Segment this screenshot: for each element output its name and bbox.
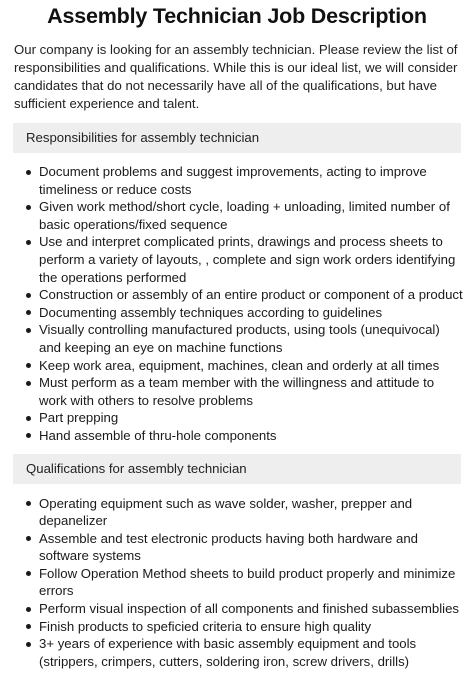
list-item: Visually controlling manufactured products, using tools (unequivocal) and keeping an eye on machine functions — [25, 321, 464, 356]
list-item: Document problems and suggest improvements, acting to improve timeliness or reduce costs — [25, 163, 464, 198]
list-item: Documenting assembly techniques according to guidelines — [25, 304, 464, 322]
qualifications-heading: Qualifications for assembly technician — [13, 454, 461, 484]
list-item: Construction or assembly of an entire product or component of a product — [25, 286, 464, 304]
list-item: Part prepping — [25, 409, 464, 427]
list-item: 3+ years of experience with basic assembly equipment and tools (strippers, crimpers, cutters, soldering iron, screw drivers, drills) — [25, 635, 464, 670]
list-item: Given work method/short cycle, loading + unloading, limited number of basic operations/fixed sequence — [25, 198, 464, 233]
list-item: Follow Operation Method sheets to build product properly and minimize errors — [25, 565, 464, 600]
list-item: Operating equipment such as wave solder, washer, prepper and depanelizer — [25, 495, 464, 530]
responsibilities-heading: Responsibilities for assembly technician — [13, 123, 461, 153]
list-item: Assemble and test electronic products having both hardware and software systems — [25, 530, 464, 565]
list-item: Must perform as a team member with the willingness and attitude to work with others to resolve problems — [25, 374, 464, 409]
list-item: Finish products to speficied criteria to ensure high quality — [25, 618, 464, 636]
responsibilities-list — [25, 163, 464, 445]
page-title: Assembly Technician Job Description — [47, 4, 427, 28]
list-item: Keep work area, equipment, machines, clean and orderly at all times — [25, 357, 464, 375]
list-item: Use and interpret complicated prints, drawings and process sheets to perform a variety of layouts, , complete and sign work orders identifying the operations performed — [25, 233, 464, 286]
list-item: Perform visual inspection of all components and finished subassemblies — [25, 600, 464, 618]
list-item: Hand assemble of thru-hole components — [25, 427, 464, 445]
intro-paragraph: Our company is looking for an assembly technician. Please review the list of responsibilities and qualifications. While this is our ideal list, we will consider candidates that do not necessarily have all of the qualifications, but have sufficient experience and talent. — [14, 42, 458, 111]
qualifications-list — [25, 495, 464, 671]
